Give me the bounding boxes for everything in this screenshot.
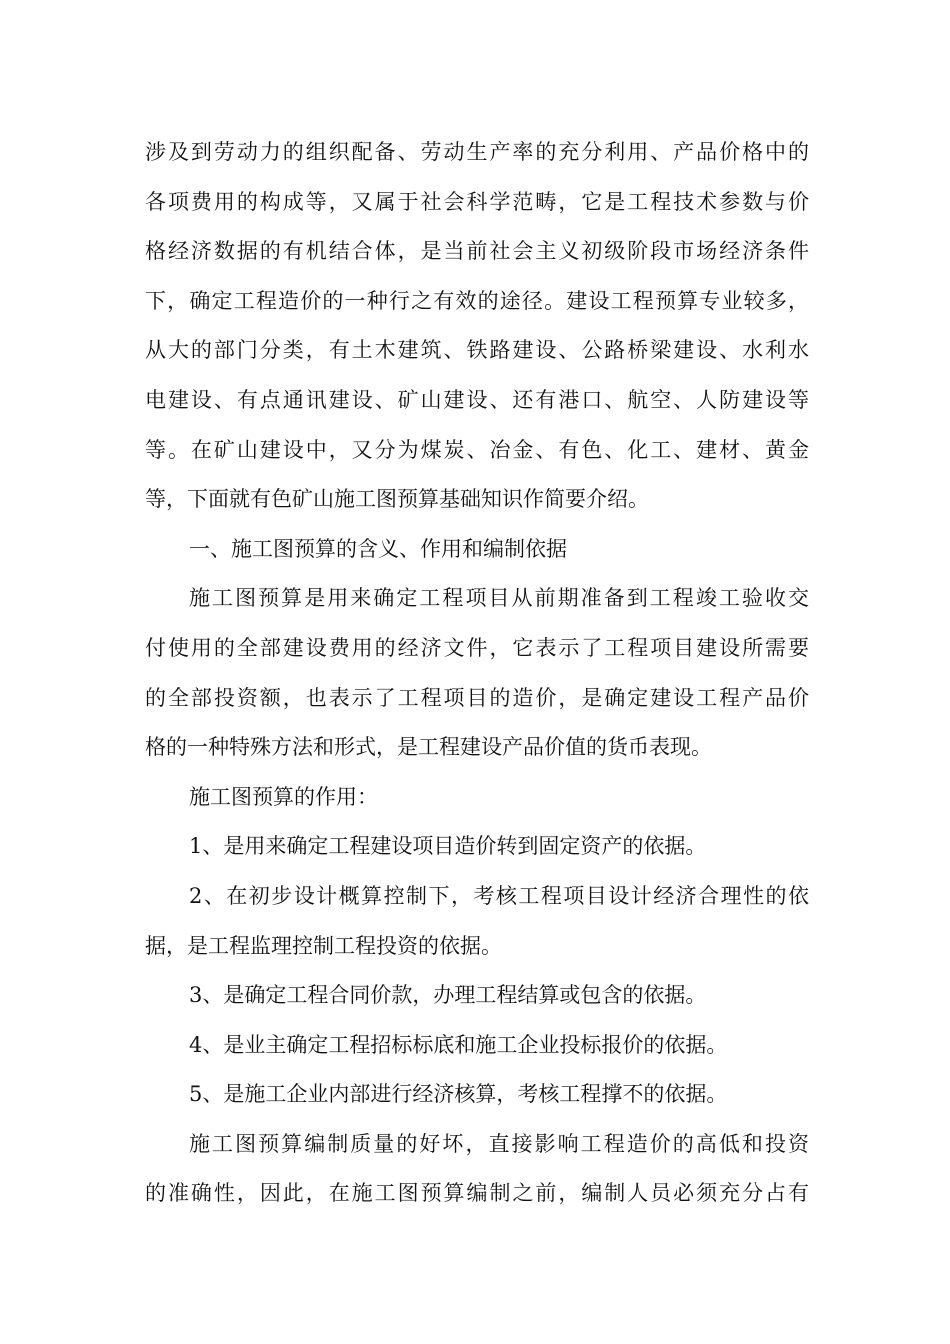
- text-line: 4、是业主确定工程招标标底和施工企业投标报价的依据。: [189, 1032, 728, 1057]
- text-line: 施工图预算是用来确定工程项目从前期准备到工程竣工验收交: [189, 586, 809, 611]
- paragraph-uses-intro: [145, 773, 809, 823]
- section-heading: [145, 525, 809, 575]
- paragraph-continuation: [145, 128, 809, 525]
- text-line: 1、是用来确定工程建设项目造价转到固定资产的依据。: [189, 834, 707, 859]
- text-line: 5、是施工企业内部进行经济核算，考核工程撑不的依据。: [189, 1082, 728, 1107]
- text-line: 的全部投资额，也表示了工程项目的造价，是确定建设工程产品价: [145, 685, 809, 710]
- paragraph-quality: [145, 1120, 809, 1219]
- text-line: 等。在矿山建设中，又分为煤炭、冶金、有色、化工、建材、黄金: [145, 437, 809, 462]
- text-line: 涉及到劳动力的组织配备、劳动生产率的充分利用、产品价格中的: [145, 140, 809, 164]
- text-line: 施工图预算编制质量的好坏，直接影响工程造价的高低和投资: [189, 1131, 809, 1156]
- list-item: [145, 822, 809, 872]
- text-line: 各项费用的构成等，又属于社会科学范畴，它是工程技术参数与价: [145, 189, 809, 214]
- text-line: 等，下面就有色矿山施工图预算基础知识作简要介绍。: [145, 487, 649, 512]
- text-line: 2、在初步设计概算控制下，考核工程项目设计经济合理性的依: [189, 883, 809, 908]
- text-line: 据，是工程监理控制工程投资的依据。: [145, 933, 502, 958]
- text-line: 格经济数据的有机结合体，是当前社会主义初级阶段市场经济条件: [145, 239, 809, 264]
- document-page: [145, 128, 809, 1219]
- heading-line: 一、施工图预算的含义、作用和编制依据: [189, 536, 567, 561]
- list-item: [145, 971, 809, 1021]
- text-line: 3、是确定工程合同价款，办理工程结算或包含的依据。: [189, 983, 707, 1008]
- text-line: 下，确定工程造价的一种行之有效的途径。建设工程预算专业较多，: [145, 288, 809, 313]
- text-line: 施工图预算的作用：: [189, 784, 378, 809]
- text-line: 电建设、有点通讯建设、矿山建设、还有港口、航空、人防建设等: [145, 387, 809, 412]
- paragraph-definition: [145, 574, 809, 772]
- text-line: 从大的部门分类，有土木建筑、铁路建设、公路桥梁建设、水利水: [145, 338, 809, 363]
- list-item: [145, 872, 809, 971]
- list-item: [145, 1070, 809, 1120]
- text-line: 付使用的全部建设费用的经济文件，它表示了工程项目建设所需要: [145, 635, 809, 660]
- list-item: [145, 1021, 809, 1071]
- text-line: 的准确性，因此，在施工图预算编制之前，编制人员必须充分占有: [145, 1181, 809, 1206]
- text-line: 格的一种特殊方法和形式，是工程建设产品价值的货币表现。: [145, 735, 712, 760]
